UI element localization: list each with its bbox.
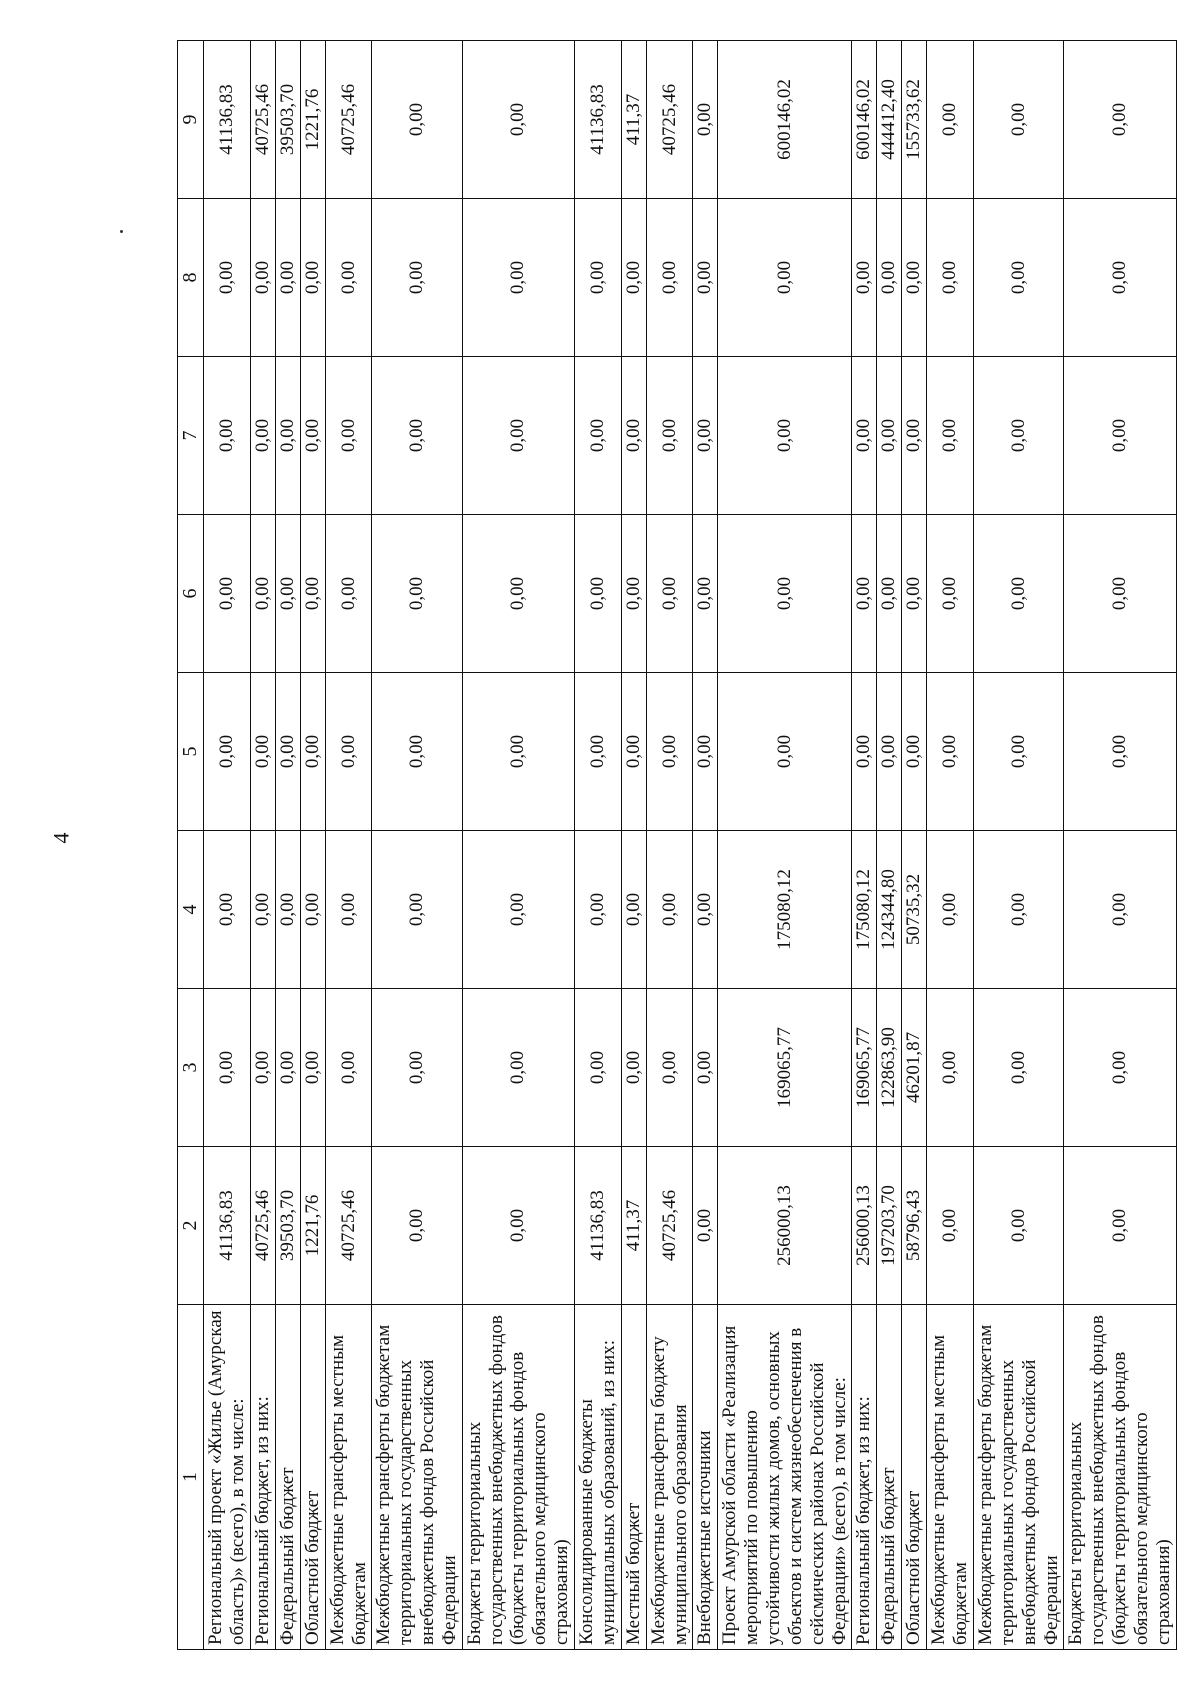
cell-value: 169065,77	[852, 989, 877, 1147]
cell-value: 0,00	[250, 515, 275, 673]
cell-value: 0,00	[275, 831, 300, 989]
cell-value: 0,00	[927, 673, 974, 831]
cell-value: 1221,76	[300, 1147, 325, 1305]
row-label: Региональный бюджет, из них:	[852, 1305, 877, 1650]
cell-value: 0,00	[646, 357, 693, 515]
cell-value: 600146,02	[852, 41, 877, 199]
cell-value: 41136,83	[204, 41, 251, 199]
cell-value: 0,00	[621, 673, 646, 831]
cell-value: 0,00	[204, 831, 251, 989]
cell-value: 0,00	[1064, 831, 1176, 989]
cell-value: 0,00	[718, 673, 852, 831]
cell-value: 0,00	[718, 515, 852, 673]
column-header-2: 2	[178, 1147, 204, 1305]
row-label: Областной бюджет	[902, 1305, 927, 1650]
cell-value: 0,00	[325, 199, 372, 357]
cell-value: 0,00	[902, 199, 927, 357]
cell-value: 0,00	[462, 41, 574, 199]
cell-value: 0,00	[462, 989, 574, 1147]
cell-value: 0,00	[372, 1147, 462, 1305]
cell-value: 0,00	[693, 673, 718, 831]
cell-value: 0,00	[574, 831, 621, 989]
cell-value: 0,00	[902, 357, 927, 515]
cell-value: 0,00	[300, 673, 325, 831]
table-row	[718, 41, 852, 1650]
cell-value: 0,00	[1064, 199, 1176, 357]
cell-value: 0,00	[693, 515, 718, 673]
cell-value: 0,00	[462, 199, 574, 357]
cell-value: 0,00	[693, 357, 718, 515]
column-header-7: 7	[178, 357, 204, 515]
cell-value: 0,00	[974, 515, 1064, 673]
cell-value: 40725,46	[325, 41, 372, 199]
table-row	[877, 41, 902, 1650]
cell-value: 0,00	[852, 199, 877, 357]
cell-value: 46201,87	[902, 989, 927, 1147]
cell-value: 0,00	[275, 989, 300, 1147]
cell-value: 0,00	[372, 515, 462, 673]
cell-value: 0,00	[974, 199, 1064, 357]
cell-value: 0,00	[204, 673, 251, 831]
cell-value: 0,00	[1064, 989, 1176, 1147]
cell-value: 0,00	[574, 199, 621, 357]
cell-value: 0,00	[574, 515, 621, 673]
table-row	[462, 41, 574, 1650]
cell-value: 0,00	[204, 357, 251, 515]
cell-value: 0,00	[1064, 673, 1176, 831]
cell-value: 41136,83	[574, 41, 621, 199]
cell-value: 0,00	[1064, 41, 1176, 199]
cell-value: 0,00	[204, 515, 251, 673]
cell-value: 0,00	[693, 1147, 718, 1305]
cell-value: 0,00	[646, 673, 693, 831]
table-row	[927, 41, 974, 1650]
table-row	[372, 41, 462, 1650]
budget-table-rotated	[177, 40, 1174, 1650]
column-header-5: 5	[178, 673, 204, 831]
table-body	[204, 41, 1177, 1650]
column-header-1: 1	[178, 1305, 204, 1650]
cell-value: 0,00	[646, 831, 693, 989]
cell-value: 41136,83	[204, 1147, 251, 1305]
cell-value: 0,00	[974, 989, 1064, 1147]
cell-value: 444412,40	[877, 41, 902, 199]
table-row	[621, 41, 646, 1650]
cell-value: 40725,46	[250, 1147, 275, 1305]
cell-value: 600146,02	[718, 41, 852, 199]
cell-value: 0,00	[250, 831, 275, 989]
cell-value: 0,00	[974, 41, 1064, 199]
table-row	[646, 41, 693, 1650]
cell-value: 0,00	[646, 199, 693, 357]
cell-value: 40725,46	[646, 1147, 693, 1305]
cell-value: 0,00	[462, 357, 574, 515]
row-label: Федеральный бюджет	[275, 1305, 300, 1650]
cell-value: 0,00	[877, 515, 902, 673]
cell-value: 0,00	[372, 673, 462, 831]
cell-value: 0,00	[250, 357, 275, 515]
cell-value: 197203,70	[877, 1147, 902, 1305]
row-label: Бюджеты территориальных государственных внебюджетных фондов (бюджеты территориальных фондов обязательного медицинского страхования)	[462, 1305, 574, 1650]
cell-value: 0,00	[1064, 357, 1176, 515]
row-label: Региональный проект «Жилье (Амурская область)» (всего), в том числе:	[204, 1305, 251, 1650]
column-header-8: 8	[178, 199, 204, 357]
cell-value: 0,00	[718, 357, 852, 515]
row-label: Межбюджетные трансферты бюджетам территориальных государственных внебюджетных фондов Российской Федерации	[974, 1305, 1064, 1650]
cell-value: 0,00	[621, 515, 646, 673]
cell-value: 0,00	[275, 199, 300, 357]
row-label: Внебюджетные источники	[693, 1305, 718, 1650]
column-header-9: 9	[178, 41, 204, 199]
cell-value: 0,00	[927, 1147, 974, 1305]
cell-value: 0,00	[204, 989, 251, 1147]
cell-value: 0,00	[693, 831, 718, 989]
budget-table	[177, 40, 1177, 1650]
cell-value: 0,00	[325, 515, 372, 673]
row-label: Бюджеты территориальных государственных внебюджетных фондов (бюджеты территориальных фондов обязательного медицинского страхования)	[1064, 1305, 1176, 1650]
cell-value: 0,00	[325, 989, 372, 1147]
cell-value: 0,00	[300, 989, 325, 1147]
cell-value: 0,00	[462, 831, 574, 989]
table-row	[204, 41, 251, 1650]
cell-value: 0,00	[852, 357, 877, 515]
table-row	[250, 41, 275, 1650]
row-label: Местный бюджет	[621, 1305, 646, 1650]
column-header-4: 4	[178, 831, 204, 989]
cell-value: 0,00	[275, 515, 300, 673]
cell-value: 0,00	[372, 831, 462, 989]
cell-value: 50735,32	[902, 831, 927, 989]
row-label: Региональный бюджет, из них:	[250, 1305, 275, 1650]
cell-value: 0,00	[974, 1147, 1064, 1305]
cell-value: 0,00	[927, 831, 974, 989]
table-row	[693, 41, 718, 1650]
cell-value: 0,00	[325, 673, 372, 831]
cell-value: 256000,13	[718, 1147, 852, 1305]
row-label: Межбюджетные трансферты местным бюджетам	[325, 1305, 372, 1650]
table-row	[275, 41, 300, 1650]
table-row	[1064, 41, 1176, 1650]
cell-value: 0,00	[372, 989, 462, 1147]
cell-value: 0,00	[372, 357, 462, 515]
cell-value: 0,00	[372, 199, 462, 357]
table-row	[852, 41, 877, 1650]
scan-speck	[120, 230, 123, 233]
cell-value: 0,00	[250, 989, 275, 1147]
row-label: Федеральный бюджет	[877, 1305, 902, 1650]
table-row	[325, 41, 372, 1650]
cell-value: 0,00	[250, 199, 275, 357]
cell-value: 0,00	[621, 831, 646, 989]
cell-value: 0,00	[325, 831, 372, 989]
cell-value: 39503,70	[275, 1147, 300, 1305]
cell-value: 1221,76	[300, 41, 325, 199]
cell-value: 0,00	[646, 515, 693, 673]
cell-value: 0,00	[927, 41, 974, 199]
cell-value: 256000,13	[852, 1147, 877, 1305]
column-header-6: 6	[178, 515, 204, 673]
cell-value: 0,00	[300, 515, 325, 673]
table-row	[574, 41, 621, 1650]
table-row	[902, 41, 927, 1650]
cell-value: 0,00	[462, 1147, 574, 1305]
header-row	[178, 41, 204, 1650]
cell-value: 0,00	[693, 989, 718, 1147]
cell-value: 0,00	[877, 199, 902, 357]
cell-value: 0,00	[693, 199, 718, 357]
column-header-3: 3	[178, 989, 204, 1147]
cell-value: 40725,46	[250, 41, 275, 199]
cell-value: 0,00	[372, 41, 462, 199]
cell-value: 0,00	[621, 199, 646, 357]
row-label: Межбюджетные трансферты местным бюджетам	[927, 1305, 974, 1650]
cell-value: 0,00	[204, 199, 251, 357]
cell-value: 0,00	[927, 357, 974, 515]
cell-value: 0,00	[852, 515, 877, 673]
cell-value: 0,00	[300, 357, 325, 515]
cell-value: 122863,90	[877, 989, 902, 1147]
cell-value: 411,37	[621, 41, 646, 199]
cell-value: 0,00	[621, 989, 646, 1147]
cell-value: 0,00	[1064, 1147, 1176, 1305]
cell-value: 0,00	[877, 673, 902, 831]
cell-value: 0,00	[877, 357, 902, 515]
cell-value: 0,00	[646, 989, 693, 1147]
cell-value: 41136,83	[574, 1147, 621, 1305]
cell-value: 0,00	[902, 515, 927, 673]
cell-value: 0,00	[902, 673, 927, 831]
cell-value: 0,00	[693, 41, 718, 199]
cell-value: 0,00	[300, 831, 325, 989]
cell-value: 175080,12	[718, 831, 852, 989]
cell-value: 0,00	[1064, 515, 1176, 673]
cell-value: 58796,43	[902, 1147, 927, 1305]
cell-value: 175080,12	[852, 831, 877, 989]
row-label: Консолидированные бюджеты муниципальных образований, из них:	[574, 1305, 621, 1650]
row-label: Межбюджетные трансферты бюджетам территориальных государственных внебюджетных фондов Российской Федерации	[372, 1305, 462, 1650]
cell-value: 411,37	[621, 1147, 646, 1305]
cell-value: 124344,80	[877, 831, 902, 989]
cell-value: 0,00	[574, 357, 621, 515]
cell-value: 169065,77	[718, 989, 852, 1147]
cell-value: 0,00	[718, 199, 852, 357]
table-row	[300, 41, 325, 1650]
cell-value: 0,00	[574, 989, 621, 1147]
table-row	[974, 41, 1064, 1650]
cell-value: 0,00	[927, 989, 974, 1147]
cell-value: 0,00	[974, 673, 1064, 831]
cell-value: 0,00	[275, 357, 300, 515]
row-label: Проект Амурской области «Реализация мероприятий по повышению устойчивости жилых домов, основных объектов и систем жизнеобеспечения в сейсмических районах Российской Федерации» (всего), в том числе:	[718, 1305, 852, 1650]
cell-value: 40725,46	[325, 1147, 372, 1305]
cell-value: 0,00	[927, 515, 974, 673]
cell-value: 39503,70	[275, 41, 300, 199]
cell-value: 0,00	[250, 673, 275, 831]
cell-value: 0,00	[927, 199, 974, 357]
cell-value: 0,00	[462, 515, 574, 673]
cell-value: 155733,62	[902, 41, 927, 199]
cell-value: 0,00	[974, 831, 1064, 989]
cell-value: 40725,46	[646, 41, 693, 199]
cell-value: 0,00	[300, 199, 325, 357]
cell-value: 0,00	[574, 673, 621, 831]
row-label: Межбюджетные трансферты бюджету муниципального образования	[646, 1305, 693, 1650]
page-number: 4	[48, 832, 74, 844]
cell-value: 0,00	[462, 673, 574, 831]
cell-value: 0,00	[974, 357, 1064, 515]
cell-value: 0,00	[275, 673, 300, 831]
cell-value: 0,00	[852, 673, 877, 831]
cell-value: 0,00	[325, 357, 372, 515]
cell-value: 0,00	[621, 357, 646, 515]
row-label: Областной бюджет	[300, 1305, 325, 1650]
